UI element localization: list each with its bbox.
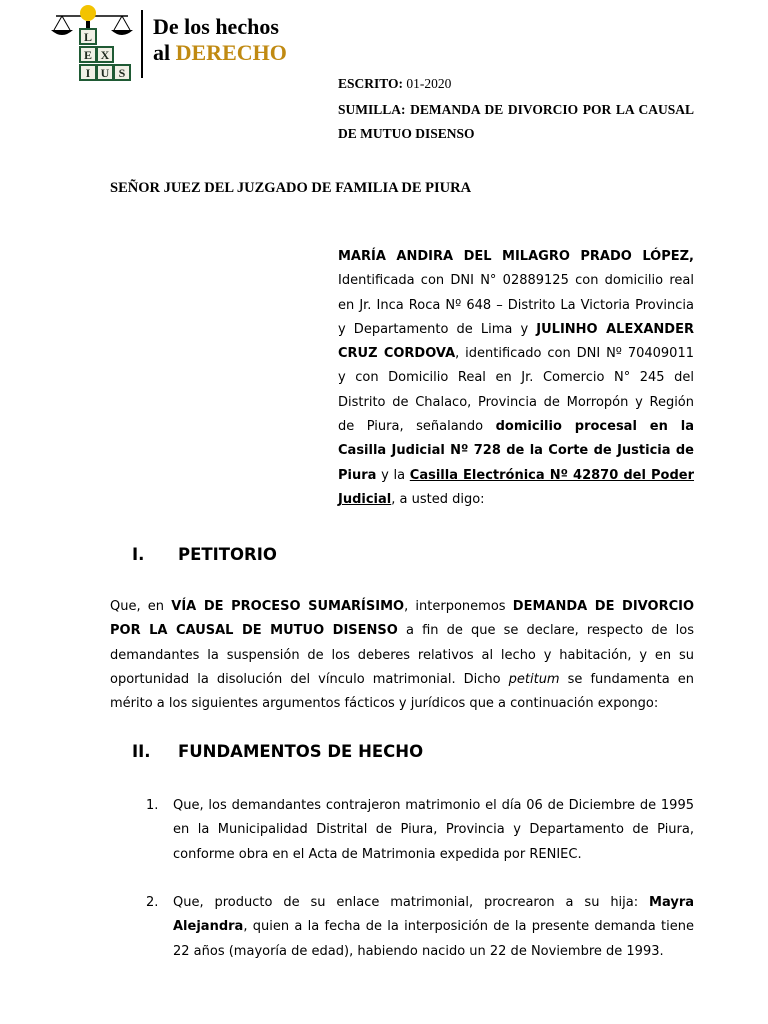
- logo-letter: I: [85, 66, 91, 80]
- party-text-3: y la: [376, 467, 410, 483]
- logo-letter: L: [83, 30, 93, 44]
- domicilio-procesal: domicilio procesal en la Casilla Judicial Nº 728 de la Corte de Justicia de Piura: [338, 419, 695, 483]
- parties-paragraph: [338, 245, 694, 512]
- logo-letter: U: [100, 66, 110, 80]
- logo-slogan-line1: De los hechos: [153, 14, 279, 39]
- list-item-text: [173, 891, 694, 964]
- logo-letter: S: [118, 66, 126, 80]
- petitorio-petitum: petitum: [508, 671, 560, 687]
- petitorio-text: , interponemos: [404, 599, 513, 614]
- list-item-text-c: , quien a la fecha de la interposición de la presente demanda tiene 22 años (mayoría de edad), habiendo nacido un 22 de Noviembre de 1993.: [173, 919, 694, 959]
- list-item-number: 1.: [146, 798, 159, 813]
- addressee: SEÑOR JUEZ DEL JUZGADO DE FAMILIA DE PIURA: [110, 180, 472, 196]
- logo-slogan-al: al: [153, 40, 176, 65]
- section-number: I.: [132, 545, 145, 564]
- logo-letter: E: [83, 48, 93, 62]
- list-item-text-a: Que, producto de su enlace matrimonial, procrearon a su hija:: [173, 895, 650, 910]
- petitorio-via: VÍA DE PROCESO SUMARÍSIMO: [171, 599, 405, 614]
- daughter-name: Mayra Alejandra: [173, 895, 694, 935]
- party-name-2: JULINHO ALEXANDER CRUZ CORDOVA: [338, 321, 694, 362]
- escrito-label: ESCRITO:: [338, 76, 404, 91]
- petitorio-paragraph: [110, 595, 694, 716]
- casilla-electronica: Casilla Electrónica Nº 42870 del Poder Judicial: [338, 467, 695, 507]
- section-title: PETITORIO: [178, 545, 277, 564]
- logo-slogan-line2: [153, 40, 287, 66]
- petitorio-text: Que, en: [110, 599, 172, 614]
- logo-slogan-derecho: DERECHO: [175, 40, 287, 65]
- logo-divider: [141, 10, 143, 78]
- section-title: FUNDAMENTOS DE HECHO: [178, 742, 424, 761]
- logo-letter: X: [100, 48, 110, 62]
- section-number: II.: [132, 742, 151, 761]
- party-text-2: , identificado con DNI Nº 70409011 y con Domicilio Real en Jr. Comercio N° 245 del Distrito de Chalaco, Provincia de Morropón y Región de Piura, señalando: [338, 346, 694, 435]
- petitorio-text: se fundamenta en mérito a los siguientes argumentos fácticos y jurídicos que a continuación expongo:: [110, 671, 694, 712]
- sumilla: SUMILLA: DEMANDA DE DIVORCIO POR LA CAUSAL DE MUTUO DISENSO: [338, 102, 694, 141]
- list-item-number: 2.: [146, 895, 159, 910]
- petitorio-demanda: DEMANDA DE DIVORCIO POR LA CAUSAL DE MUTUO DISENSO: [110, 599, 695, 639]
- party-name-1: MARÍA ANDIRA DEL MILAGRO PRADO LÓPEZ,: [338, 249, 694, 264]
- logo-slogan: [153, 14, 287, 66]
- section-heading-petitorio: [132, 545, 277, 564]
- party-text-1: Identificada con DNI N° 02889125 con domicilio real en Jr. Inca Roca Nº 648 – Distrito La Victoria Provincia y Departamento de Lima y: [338, 273, 694, 337]
- list-item-text: Que, los demandantes contrajeron matrimonio el día 06 de Diciembre de 1995 en la Municipalidad Distrital de Piura, Provincia y Departamento de Piura, conforme obra en el Acta de Matrimonia expedida por RENIEC.: [173, 798, 694, 862]
- petitorio-text: a fin de que se declare, respecto de los demandantes la suspensión de los deberes relativos al lecho y habitación, y en su oportunidad la disolución del vínculo matrimonial. Dicho: [110, 623, 694, 687]
- section-heading-fundamentos: [132, 742, 423, 761]
- escrito-value: 01-2020: [403, 76, 452, 91]
- party-text-4: , a usted digo:: [391, 491, 485, 507]
- escrito-line: [338, 76, 451, 92]
